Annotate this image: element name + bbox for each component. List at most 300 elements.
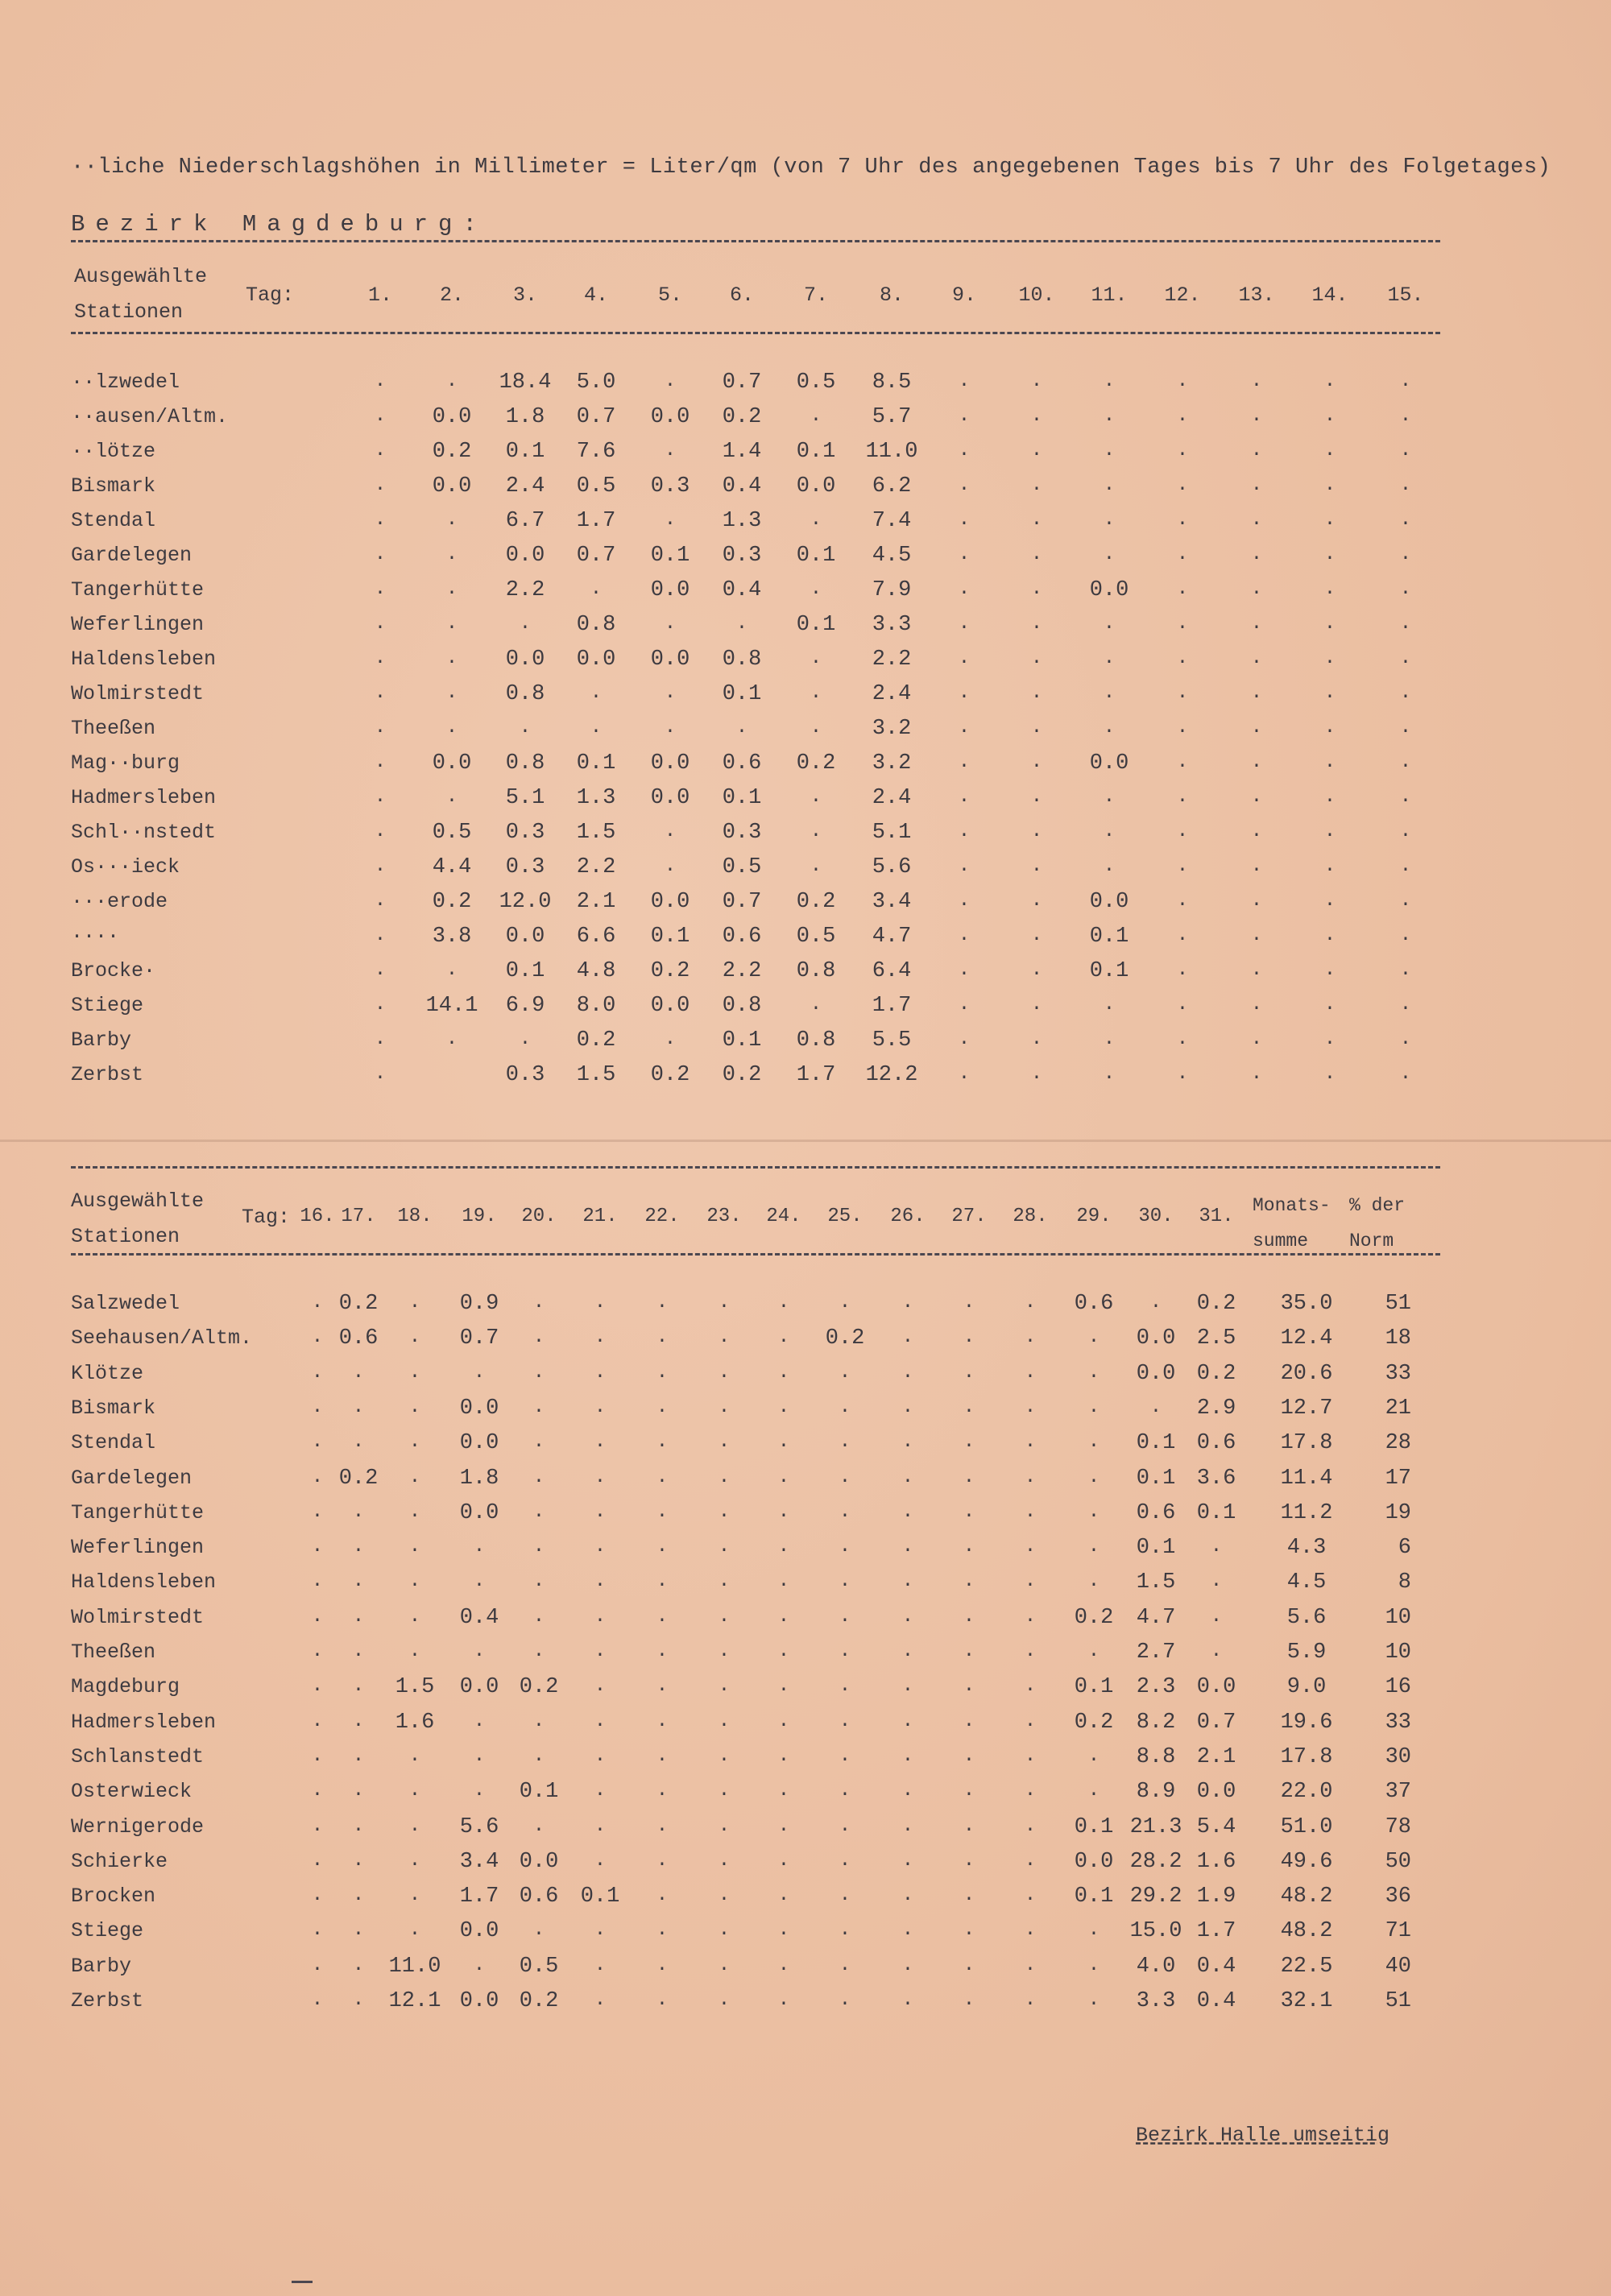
precipitation-cell: . [1024,1500,1037,1523]
column-header-day: 3. [512,283,537,307]
precipitation-cell: . [656,1675,669,1698]
precipitation-cell: 1.7 [576,509,616,533]
precipitation-cell: . [777,1849,790,1872]
precipitation-cell: 5.0 [576,370,616,395]
precipitation-cell: 21.3 [1129,1814,1182,1839]
precipitation-cell: . [374,370,387,392]
precipitation-cell: 0.8 [722,994,762,1018]
precipitation-cell: . [1399,821,1412,842]
precipitation-cell: . [311,1500,324,1523]
precipitation-cell: . [1024,1640,1037,1662]
percent-norm-cell: 21 [1385,1396,1411,1421]
precipitation-cell: . [839,1710,851,1732]
precipitation-cell: . [901,1710,914,1732]
precipitation-cell: . [374,1028,387,1050]
precipitation-cell: 0.8 [796,1028,836,1053]
precipitation-cell: . [519,1028,532,1050]
precipitation-cell: . [374,786,387,808]
column-header-day: 30. [1138,1206,1174,1227]
precipitation-cell: . [1030,647,1043,669]
column-header-day: 10. [1018,283,1055,307]
precipitation-cell: . [408,1431,421,1454]
precipitation-cell: . [445,1028,458,1050]
table-row [0,959,1611,991]
precipitation-cell: . [1176,509,1189,531]
precipitation-cell: . [374,751,387,773]
station-name: Seehausen/Altm. [71,1326,253,1351]
precipitation-cell: . [1176,474,1189,496]
precipitation-cell: 2.2 [576,855,616,879]
precipitation-cell: . [958,682,971,704]
precipitation-cell: . [718,1780,731,1802]
precipitation-cell: 0.2 [1196,1361,1236,1386]
precipitation-cell: . [963,1849,975,1872]
table-row [0,1850,1611,1882]
norm-header-line1: % der [1349,1195,1406,1216]
precipitation-cell: . [1250,786,1263,808]
monthly-sum-cell: 19.6 [1280,1710,1333,1735]
precipitation-cell: . [810,682,822,704]
precipitation-cell: . [445,544,458,565]
precipitation-cell: 0.1 [1074,1814,1114,1839]
precipitation-cell: 0.0 [650,994,690,1018]
precipitation-cell: . [374,405,387,427]
station-name: Zerbst [71,1989,144,2013]
precipitation-cell: . [352,1849,365,1872]
precipitation-cell: . [311,1780,324,1802]
precipitation-cell: 4.7 [872,925,912,949]
precipitation-cell: 1.6 [1196,1849,1236,1874]
precipitation-cell: . [656,1780,669,1802]
station-name: Haldensleben [71,1570,217,1595]
precipitation-cell: . [1030,474,1043,496]
precipitation-cell: . [963,1466,975,1488]
precipitation-cell: 3.8 [432,925,472,949]
precipitation-cell: . [594,1954,607,1976]
precipitation-cell: . [1399,682,1412,704]
precipitation-cell: . [1024,1570,1037,1593]
precipitation-cell: . [352,1605,365,1628]
precipitation-cell: . [810,509,822,531]
precipitation-cell: . [1250,613,1263,635]
precipitation-cell: . [408,1292,421,1313]
precipitation-cell: . [374,855,387,877]
table-row [0,925,1611,957]
precipitation-cell: . [1024,1605,1037,1628]
precipitation-cell: . [777,1536,790,1558]
precipitation-cell: . [1030,821,1043,842]
precipitation-cell: 0.2 [650,959,690,983]
column-header-day: 28. [1013,1206,1048,1227]
column-header-day: 11. [1091,283,1128,307]
precipitation-cell: . [810,717,822,738]
column-header-day: 21. [582,1206,618,1227]
precipitation-cell: . [777,1326,790,1349]
table-row [0,1955,1611,1987]
precipitation-cell: . [374,509,387,531]
precipitation-cell: . [352,1500,365,1523]
precipitation-cell: . [958,440,971,461]
precipitation-cell: . [1176,890,1189,912]
precipitation-cell: . [1323,959,1336,981]
column-header-day: 16. [300,1206,335,1227]
precipitation-cell: . [1210,1640,1223,1662]
precipitation-cell: . [1250,1028,1263,1050]
page-mark [292,2281,313,2283]
precipitation-cell: . [656,1605,669,1628]
table-row [0,1606,1611,1638]
precipitation-cell: 0.1 [722,786,762,810]
precipitation-cell: 8.5 [872,370,912,395]
precipitation-cell: . [839,1814,851,1837]
station-name: Stiege [71,1919,144,1943]
precipitation-cell: . [311,1326,324,1349]
precipitation-cell: . [656,1744,669,1767]
station-name: Schl··nstedt [71,821,217,844]
precipitation-cell: . [1024,1536,1037,1558]
precipitation-cell: . [590,578,603,600]
precipitation-cell: . [1030,959,1043,981]
percent-norm-cell: 16 [1385,1675,1411,1700]
precipitation-cell: . [1399,613,1412,635]
precipitation-cell: . [1087,1919,1100,1942]
precipitation-cell: . [311,1814,324,1837]
precipitation-cell: . [1030,1063,1043,1085]
percent-norm-cell: 33 [1385,1361,1411,1386]
precipitation-cell: . [777,1675,790,1698]
column-header-day: 4. [583,283,608,307]
station-name: Stendal [71,1431,156,1455]
station-name: Wolmirstedt [71,682,205,705]
precipitation-cell: 0.1 [505,959,545,983]
precipitation-cell: . [408,1605,421,1628]
percent-norm-cell: 71 [1385,1919,1411,1944]
precipitation-cell: . [532,1605,545,1628]
precipitation-cell: . [777,1570,790,1593]
precipitation-cell: . [718,1326,731,1349]
station-name: Theeßen [71,1640,156,1664]
precipitation-cell: . [1399,1063,1412,1085]
precipitation-cell: . [656,1954,669,1976]
precipitation-cell: . [594,1780,607,1802]
precipitation-cell: . [1210,1570,1223,1593]
precipitation-cell: . [594,1710,607,1732]
precipitation-cell: 0.0 [1074,1849,1114,1874]
precipitation-cell: 4.7 [1136,1605,1176,1630]
precipitation-cell: . [374,821,387,842]
precipitation-cell: 0.5 [796,925,836,949]
precipitation-cell: . [963,1500,975,1523]
precipitation-cell: . [408,1500,421,1523]
table-row [0,1745,1611,1777]
precipitation-cell: . [664,509,677,531]
table1-header-label [74,259,207,330]
precipitation-cell: 0.1 [796,613,836,637]
precipitation-cell: . [352,1814,365,1837]
precipitation-cell: . [532,1500,545,1523]
precipitation-cell: . [1176,370,1189,392]
precipitation-cell: 0.1 [576,751,616,776]
monthly-sum-cell: 5.9 [1286,1640,1327,1665]
precipitation-cell: . [1030,578,1043,600]
precipitation-cell: . [958,959,971,981]
precipitation-cell: . [963,1919,975,1942]
table-row [0,1780,1611,1812]
precipitation-cell: . [1087,1744,1100,1767]
precipitation-cell: . [1024,1919,1037,1942]
precipitation-cell: 0.3 [722,821,762,845]
table-row [0,405,1611,437]
precipitation-cell: . [408,1640,421,1662]
precipitation-cell: 0.3 [650,474,690,499]
precipitation-cell: . [1030,855,1043,877]
precipitation-cell: . [901,1536,914,1558]
precipitation-cell: 0.7 [459,1326,499,1351]
precipitation-cell: . [958,786,971,808]
table-row [0,509,1611,541]
precipitation-cell: . [473,1954,486,1976]
precipitation-cell: 0.0 [576,647,616,672]
precipitation-cell: 0.2 [432,890,472,914]
precipitation-cell: 8.9 [1136,1780,1176,1805]
station-name: Barby [71,1028,132,1052]
precipitation-cell: 5.4 [1196,1814,1236,1839]
precipitation-cell: . [901,1361,914,1384]
precipitation-cell: . [656,1292,669,1313]
precipitation-cell: . [958,717,971,738]
precipitation-cell: . [839,1989,851,2011]
precipitation-cell: . [1030,682,1043,704]
precipitation-cell: . [1087,1536,1100,1558]
precipitation-cell: . [311,1849,324,1872]
precipitation-cell: . [1103,994,1116,1016]
precipitation-cell: 0.1 [722,682,762,706]
precipitation-cell: . [311,1431,324,1454]
precipitation-cell: 0.0 [1136,1326,1176,1351]
precipitation-cell: . [656,1361,669,1384]
monthly-sum-cell: 4.5 [1286,1570,1327,1595]
column-header-day: 6. [729,283,754,307]
column-header-day: 22. [644,1206,680,1227]
table-row [0,1675,1611,1707]
precipitation-cell: . [352,1536,365,1558]
precipitation-cell: . [1087,1326,1100,1349]
precipitation-cell: . [1030,405,1043,427]
precipitation-cell: . [473,1710,486,1732]
table-row [0,1396,1611,1429]
precipitation-cell: . [1030,544,1043,565]
precipitation-cell: 1.5 [395,1675,435,1700]
precipitation-cell: 0.8 [576,613,616,637]
precipitation-cell: 4.8 [576,959,616,983]
precipitation-cell: . [1024,1814,1037,1837]
precipitation-cell: . [594,1536,607,1558]
precipitation-cell: . [718,1954,731,1976]
percent-norm-cell: 37 [1385,1780,1411,1805]
precipitation-cell: . [901,1326,914,1349]
precipitation-cell: 0.1 [1074,1675,1114,1700]
precipitation-cell: . [1176,1028,1189,1050]
percent-norm-cell: 17 [1385,1466,1411,1491]
precipitation-cell: . [963,1605,975,1628]
precipitation-cell: . [594,1675,607,1698]
precipitation-cell: 0.0 [1196,1780,1236,1805]
precipitation-cell: 0.6 [338,1326,379,1351]
table-row [0,1362,1611,1394]
precipitation-cell: . [718,1884,731,1907]
precipitation-cell: 0.1 [1136,1536,1176,1561]
precipitation-cell: . [1250,1063,1263,1085]
precipitation-cell: . [1030,613,1043,635]
precipitation-cell: . [1250,925,1263,946]
district-heading: Bezirk Magdeburg: [71,211,487,238]
next-page-note: Bezirk Halle umseitig [1136,2124,1390,2147]
precipitation-cell: 0.0 [1089,578,1129,602]
precipitation-cell: 0.0 [1089,890,1129,914]
precipitation-cell: 0.0 [459,1396,499,1421]
precipitation-cell: . [1030,786,1043,808]
precipitation-cell: . [532,1361,545,1384]
table-row [0,578,1611,610]
precipitation-cell: . [1024,1466,1037,1488]
precipitation-cell: . [718,1919,731,1942]
precipitation-cell: . [519,613,532,635]
precipitation-cell: . [1103,613,1116,635]
precipitation-cell: . [1030,1028,1043,1050]
precipitation-cell: 4.4 [432,855,472,879]
precipitation-cell: . [777,1605,790,1628]
precipitation-cell: 0.0 [505,544,545,568]
precipitation-cell: . [374,994,387,1016]
precipitation-cell: . [777,1814,790,1837]
table-row [0,1640,1611,1673]
precipitation-cell: . [352,1570,365,1593]
precipitation-cell: . [594,1640,607,1662]
precipitation-cell: 2.2 [872,647,912,672]
precipitation-cell: . [777,1396,790,1418]
column-header-day: 13. [1238,283,1275,307]
precipitation-cell: . [656,1326,669,1349]
precipitation-cell: 2.5 [1196,1326,1236,1351]
precipitation-cell: . [958,474,971,496]
column-header-day: 8. [879,283,904,307]
precipitation-cell: 0.0 [1089,751,1129,776]
precipitation-cell: . [594,1292,607,1313]
precipitation-cell: . [958,509,971,531]
precipitation-cell: . [1399,474,1412,496]
precipitation-cell: . [1250,751,1263,773]
percent-norm-cell: 8 [1398,1570,1411,1595]
precipitation-cell: . [963,1640,975,1662]
precipitation-cell: . [656,1849,669,1872]
precipitation-cell: 0.3 [722,544,762,568]
precipitation-cell: . [311,1570,324,1593]
precipitation-cell: 0.0 [459,1431,499,1456]
precipitation-cell: . [374,578,387,600]
precipitation-cell: . [958,994,971,1016]
header-label-line2: Stationen [71,1225,180,1248]
precipitation-cell: . [901,1605,914,1628]
precipitation-cell: . [1399,925,1412,946]
precipitation-cell: . [810,855,822,877]
precipitation-cell: . [656,1640,669,1662]
precipitation-cell: 0.1 [796,440,836,464]
precipitation-cell: . [532,1919,545,1942]
precipitation-cell: . [408,1326,421,1349]
precipitation-cell: . [664,682,677,704]
precipitation-cell: . [590,682,603,704]
precipitation-cell: 12.2 [865,1063,918,1087]
precipitation-cell: 4.5 [872,544,912,568]
precipitation-cell: . [1323,855,1336,877]
precipitation-cell: . [311,1536,324,1558]
precipitation-cell: . [1399,370,1412,392]
precipitation-cell: 1.7 [1196,1919,1236,1944]
precipitation-cell: 6.9 [505,994,545,1018]
precipitation-cell: . [1323,370,1336,392]
precipitation-cell: . [777,1466,790,1488]
station-name: Hadmersleben [71,1710,217,1734]
precipitation-cell: . [1176,1063,1189,1085]
precipitation-cell: 0.4 [722,474,762,499]
precipitation-cell: 0.0 [650,647,690,672]
precipitation-cell: . [1323,682,1336,704]
precipitation-cell: . [901,1640,914,1662]
column-header-day: 18. [397,1206,433,1227]
precipitation-cell: . [1399,544,1412,565]
precipitation-cell: . [1087,1989,1100,2011]
precipitation-cell: . [1323,717,1336,738]
column-header-day: 14. [1311,283,1348,307]
precipitation-cell: 0.1 [722,1028,762,1053]
station-name: ···· [71,925,120,948]
station-name: ··lzwedel [71,370,180,394]
station-name: Wolmirstedt [71,1605,205,1629]
precipitation-cell: . [445,370,458,392]
percent-norm-cell: 51 [1385,1292,1411,1316]
precipitation-cell: . [1024,1326,1037,1349]
precipitation-cell: . [1250,647,1263,669]
document-title: ··liche Niederschlagshöhen in Millimeter = Liter/qm (von 7 Uhr des angegebenen Tages bis 7 Uhr des Folgetages) [71,155,1551,180]
precipitation-cell: . [374,440,387,461]
precipitation-cell: . [1399,717,1412,738]
precipitation-cell: 7.9 [872,578,912,602]
precipitation-cell: . [963,1292,975,1313]
precipitation-cell: . [839,1500,851,1523]
precipitation-cell: . [311,1675,324,1698]
precipitation-cell: . [1176,544,1189,565]
percent-norm-cell: 28 [1385,1431,1411,1456]
precipitation-cell: . [408,1780,421,1802]
precipitation-cell: . [839,1884,851,1907]
precipitation-cell: 0.9 [459,1292,499,1316]
precipitation-cell: . [810,405,822,427]
precipitation-cell: 3.3 [872,613,912,637]
precipitation-cell: . [352,1989,365,2011]
precipitation-cell: 0.6 [1136,1500,1176,1525]
station-name: Theeßen [71,717,156,740]
precipitation-cell: 0.6 [1074,1292,1114,1316]
precipitation-cell: . [352,1396,365,1418]
precipitation-cell: . [1250,855,1263,877]
table-row [0,1815,1611,1847]
precipitation-cell: 1.3 [722,509,762,533]
precipitation-cell: . [1024,1361,1037,1384]
precipitation-cell: 5.1 [505,786,545,810]
precipitation-cell: . [1250,717,1263,738]
precipitation-cell: . [839,1849,851,1872]
precipitation-cell: . [408,1570,421,1593]
